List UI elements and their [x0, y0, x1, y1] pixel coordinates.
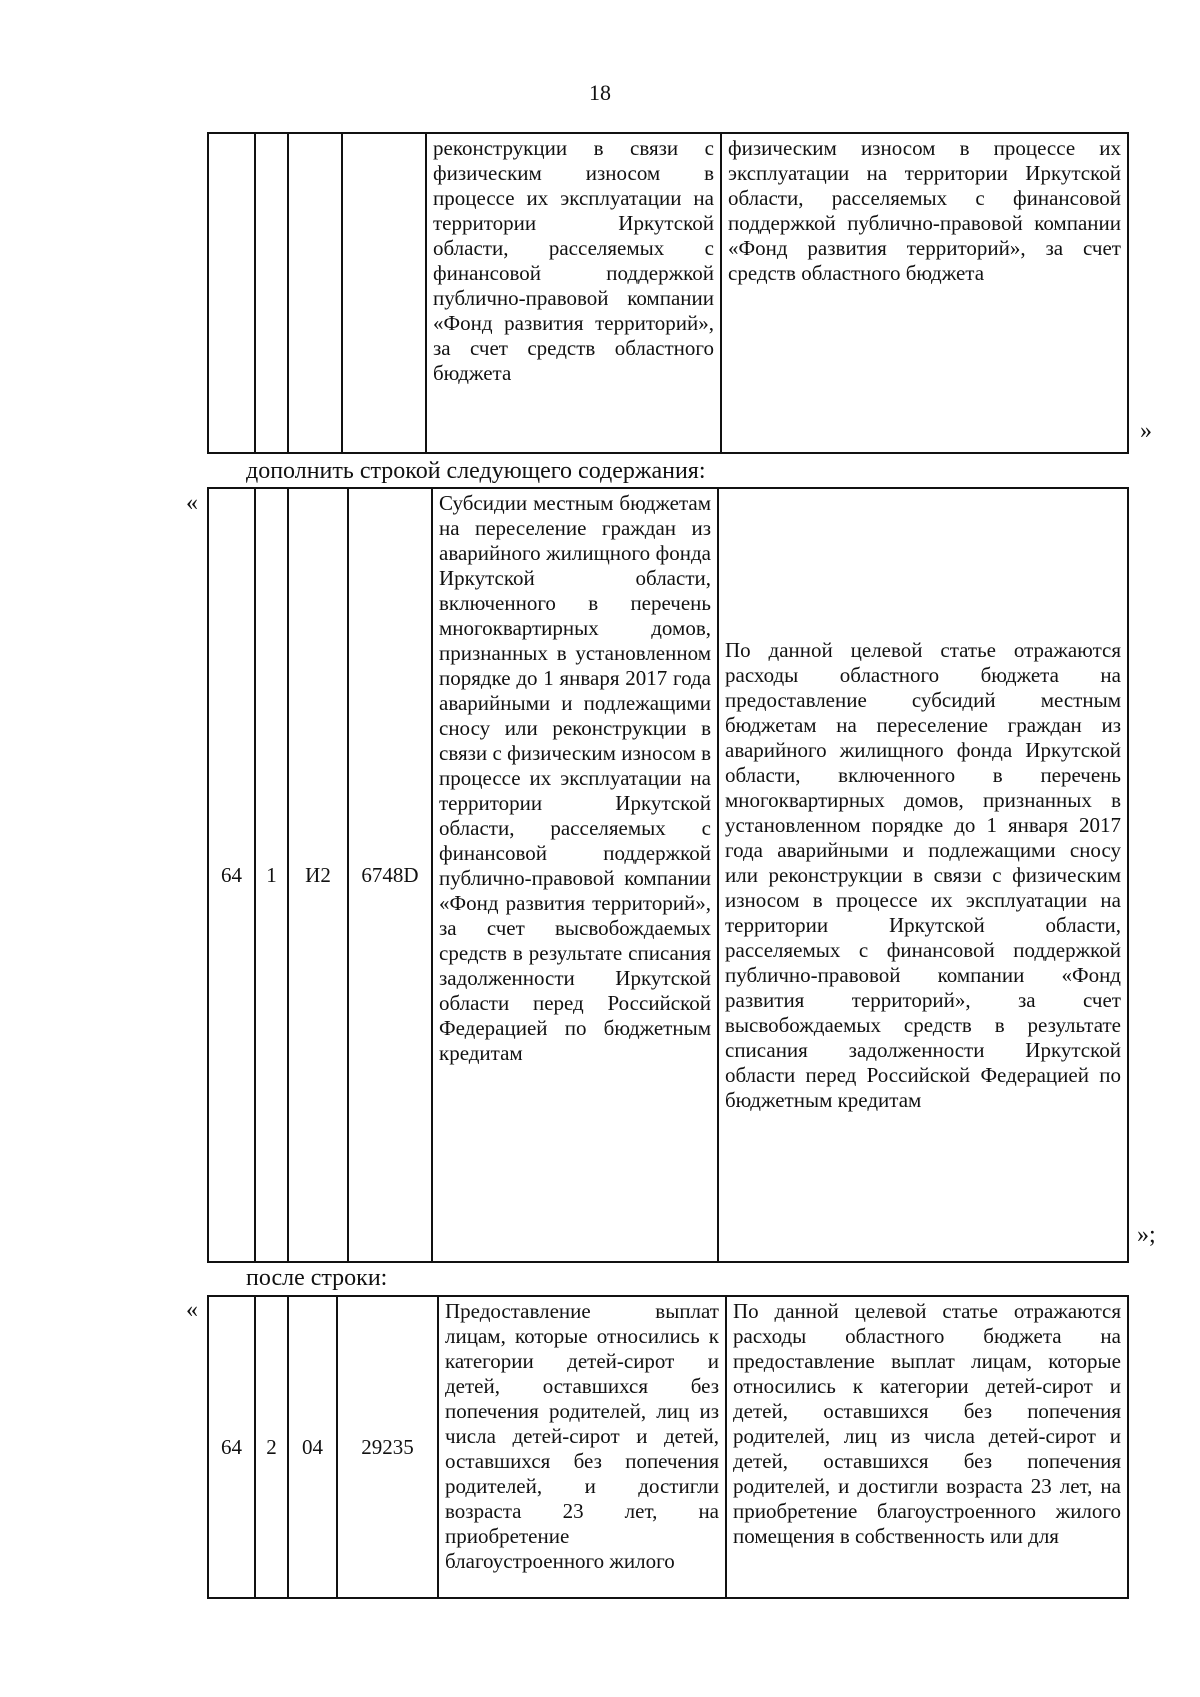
code-cell-3 — [288, 133, 342, 453]
page-number: 18 — [589, 80, 611, 105]
close-quote: » — [1140, 418, 1152, 444]
code-cell-4 — [342, 133, 426, 453]
close-quote: »; — [1137, 1222, 1156, 1248]
code-cell-2: 1 — [255, 488, 288, 1262]
code-cell-4: 29235 — [337, 1296, 438, 1598]
description-cell: По данной целевой статье отражаются расходы областного бюджета на предоставление выплат лицам, которые относились к категории детей-сирот и детей, оставшихся без попечения родителей, лиц из числа детей-сирот и детей, оставшихся без попечения родителей, и достигли возраста 23 лет, на приобретение благоустроенного жилого помещения в собственность или для — [726, 1296, 1128, 1598]
name-cell: реконструкции в связи с физическим износом в процессе их эксплуатации на территории Иркутской области, расселяемых с финансовой поддержкой публично-правовой компании «Фонд развития территорий», за счет средств областного бюджета — [426, 133, 721, 453]
code-cell-1: 64 — [208, 488, 255, 1262]
code-cell-1: 64 — [208, 1296, 255, 1598]
code-cell-1 — [208, 133, 255, 453]
open-quote: « — [186, 490, 198, 516]
table-row — [208, 133, 1128, 453]
open-quote: « — [186, 1297, 198, 1323]
table-row — [208, 488, 1128, 1262]
instruction-after: после строки: — [246, 1265, 388, 1291]
code-cell-3: 04 — [288, 1296, 337, 1598]
code-cell-4: 6748D — [348, 488, 432, 1262]
instruction-add: дополнить строкой следующего содержания: — [246, 458, 706, 484]
code-cell-2 — [255, 133, 288, 453]
table-row — [208, 1296, 1128, 1598]
table-continued — [207, 132, 1129, 454]
name-cell: Субсидии местным бюджетам на переселение граждан из аварийного жилищного фонда Иркутской области, включенного в перечень многоквартирных домов, признанных в установленном порядке до 1 января 2017 года аварийными и подлежащими сносу или реконструкции в связи с физическим износом в процессе их эксплуатации на территории Иркутской области, расселяемых с финансовой поддержкой публично-правовой компании «Фонд развития территорий», за счет высвобождаемых средств в результате списания задолженности Иркутской области перед Российской Федерацией по бюджетным кредитам — [432, 488, 718, 1262]
table-after-row — [207, 1295, 1129, 1599]
code-cell-2: 2 — [255, 1296, 288, 1598]
description-cell: физическим износом в процессе их эксплуатации на территории Иркутской области, расселяемых с финансовой поддержкой публично-правовой компании «Фонд развития территорий», за счет средств областного бюджета — [721, 133, 1128, 453]
table-new-row — [207, 487, 1129, 1263]
description-cell: По данной целевой статье отражаются расходы областного бюджета на предоставление субсидий местным бюджетам на переселение граждан из аварийного жилищного фонда Иркутской области, включенного в перечень многоквартирных домов, признанных в установленном порядке до 1 января 2017 года аварийными и подлежащими сносу или реконструкции в связи с физическим износом в процессе их эксплуатации на территории Иркутской области, расселяемых с финансовой поддержкой публично-правовой компании «Фонд развития территорий», за счет высвобождаемых средств в результате списания задолженности Иркутской области перед Российской Федерацией по бюджетным кредитам — [718, 488, 1128, 1262]
code-cell-3: И2 — [288, 488, 348, 1262]
name-cell: Предоставление выплат лицам, которые относились к категории детей-сирот и детей, оставшихся без попечения родителей, лиц из числа детей-сирот и детей, оставшихся без попечения родителей, и достигли возраста 23 лет, на приобретение благоустроенного жилого — [438, 1296, 726, 1598]
